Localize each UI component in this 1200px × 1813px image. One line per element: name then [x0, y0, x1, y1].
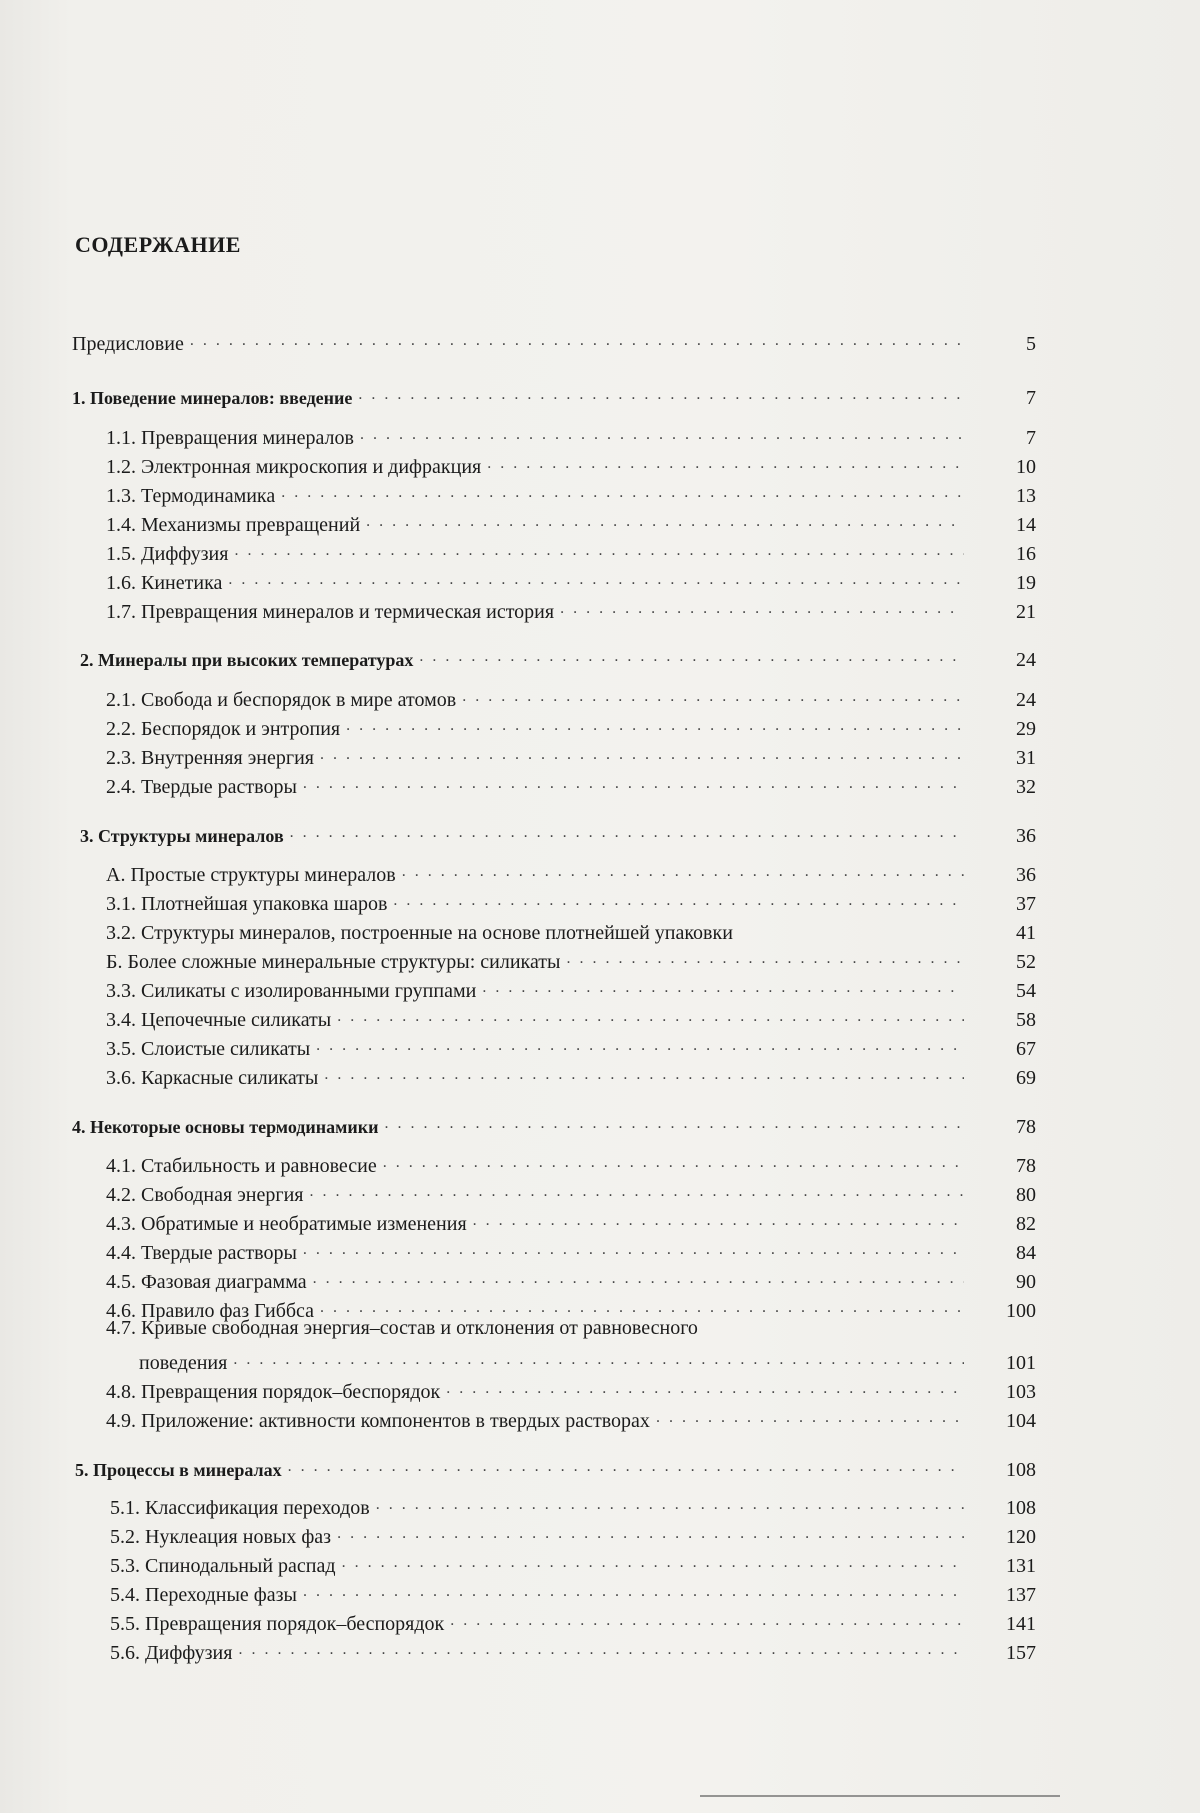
toc-page-number: 84	[986, 1241, 1036, 1265]
toc-section-1-7[interactable]	[106, 594, 972, 624]
toc-page-number: 58	[986, 1008, 1036, 1032]
toc-entry-title: 5.4. Переходные фазы	[110, 1583, 297, 1607]
dot-leader: ...........................................	[402, 860, 964, 884]
dot-leader: ..................................................	[316, 1034, 964, 1058]
dot-leader: .............................................	[376, 1493, 964, 1517]
toc-page-number: 104	[986, 1409, 1036, 1433]
toc-section-1-3[interactable]	[106, 478, 972, 508]
toc-entry-title: 5.6. Диффузия	[110, 1641, 232, 1665]
toc-page-number: 19	[986, 571, 1036, 595]
toc-page-number: 103	[986, 1380, 1036, 1404]
page-title: СОДЕРЖАНИЕ	[75, 232, 241, 258]
toc-page-number: 14	[986, 513, 1036, 537]
toc-page-number: 120	[986, 1525, 1036, 1549]
toc-section-3-2[interactable]	[106, 915, 972, 945]
toc-section-4-7-continuation[interactable]	[139, 1345, 972, 1375]
toc-entry-title: 5.2. Нуклеация новых фаз	[110, 1525, 331, 1549]
dot-leader: ...........................................................	[190, 329, 964, 353]
toc-entry-title: поведения	[139, 1351, 227, 1375]
toc-entry-preface[interactable]	[72, 326, 972, 356]
toc-page-number: 36	[986, 863, 1036, 887]
toc-page-number: 29	[986, 717, 1036, 741]
toc-entry-title: 3.4. Цепочечные силикаты	[106, 1008, 331, 1032]
toc-section-3-3[interactable]	[106, 973, 972, 1003]
toc-entry-title: 5. Процессы в минералах	[75, 1458, 282, 1482]
toc-page-number: 24	[986, 688, 1036, 712]
dot-leader: .......................................................	[238, 1638, 964, 1662]
toc-chapter-3[interactable]	[80, 818, 972, 848]
toc-entry-title: 1.4. Механизмы превращений	[106, 513, 360, 537]
toc-entry-title: 2.2. Беспорядок и энтропия	[106, 717, 340, 741]
toc-page-number: 101	[986, 1351, 1036, 1375]
toc-entry-title: 4. Некоторые основы термодинамики	[72, 1115, 379, 1139]
toc-entry-title: А. Простые структуры минералов	[106, 863, 396, 887]
toc-entry-title: 2.1. Свобода и беспорядок в мире атомов	[106, 688, 456, 712]
toc-section-4-5[interactable]	[106, 1264, 972, 1294]
toc-section-3-4[interactable]	[106, 1002, 972, 1032]
dot-leader: .......................................	[450, 1609, 964, 1633]
toc-section-5-6[interactable]	[110, 1635, 972, 1665]
toc-entry-title: 1.3. Термодинамика	[106, 484, 275, 508]
toc-section-2-4[interactable]	[106, 769, 972, 799]
toc-entry-title: 5.5. Превращения порядок–беспорядок	[110, 1612, 444, 1636]
toc-page-number: 21	[986, 600, 1036, 624]
dot-leader: ..................................................	[303, 1580, 964, 1604]
toc-entry-title: 4.1. Стабильность и равновесие	[106, 1154, 377, 1178]
toc-page-number: 36	[986, 824, 1036, 848]
toc-section-4-8[interactable]	[106, 1374, 972, 1404]
toc-page-number: 24	[986, 648, 1036, 672]
toc-entry-title: 3. Структуры минералов	[80, 824, 284, 848]
toc-page-number: 7	[986, 386, 1036, 410]
toc-page-number: 82	[986, 1212, 1036, 1236]
dot-leader: ..................................................	[309, 1180, 964, 1204]
toc-entry-title: 1.5. Диффузия	[106, 542, 228, 566]
toc-entry-title: 2.4. Твердые растворы	[106, 775, 297, 799]
toc-section-2-3[interactable]	[106, 740, 972, 770]
dot-leader: .......................................	[482, 976, 964, 1000]
toc-page-number: 37	[986, 892, 1036, 916]
dot-leader: ...................................................	[290, 821, 964, 845]
toc-section-5-4[interactable]	[110, 1577, 972, 1607]
dot-leader: ..................................................	[313, 1267, 964, 1291]
toc-page-number: 69	[986, 1066, 1036, 1090]
dot-leader: .........................................	[419, 645, 964, 669]
toc-entry-title: 1.1. Превращения минералов	[106, 426, 354, 450]
toc-section-4-1[interactable]	[106, 1148, 972, 1178]
toc-section-3-6[interactable]	[106, 1060, 972, 1090]
toc-section-4-2[interactable]	[106, 1177, 972, 1207]
toc-entry-title: 5.3. Спинодальный распад	[110, 1554, 336, 1578]
toc-entry-title: 4.3. Обратимые и необратимые изменения	[106, 1212, 467, 1236]
toc-section-5-2[interactable]	[110, 1519, 972, 1549]
toc-chapter-4[interactable]	[72, 1109, 972, 1139]
dot-leader: ..........................................................	[234, 539, 964, 563]
toc-entry-title: 4.8. Превращения порядок–беспорядок	[106, 1380, 440, 1404]
toc-page-number: 131	[986, 1554, 1036, 1578]
toc-page-number: 32	[986, 775, 1036, 799]
toc-section-1-1[interactable]	[106, 420, 972, 450]
toc-page-number: 41	[986, 921, 1036, 945]
dot-leader: .......................................	[487, 452, 964, 476]
toc-page-number: 13	[986, 484, 1036, 508]
toc-chapter-2[interactable]	[80, 642, 972, 672]
toc-section-4-3[interactable]	[106, 1206, 972, 1236]
dot-leader: ................................................	[342, 1551, 964, 1575]
dot-leader: .................................................	[320, 743, 964, 767]
toc-section-5-1[interactable]	[110, 1490, 972, 1520]
toc-page-number: 7	[986, 426, 1036, 450]
toc-page-number: 10	[986, 455, 1036, 479]
toc-entry-title: 3.3. Силикаты с изолированными группами	[106, 979, 476, 1003]
toc-page-number: 137	[986, 1583, 1036, 1607]
toc-entry-title: Предисловие	[72, 332, 184, 356]
toc-page-number: 90	[986, 1270, 1036, 1294]
dot-leader: ................................................	[337, 1005, 964, 1029]
toc-chapter-1[interactable]	[72, 380, 972, 410]
dot-leader: ....................................................	[288, 1455, 964, 1479]
dot-leader: ..............................................	[358, 383, 964, 407]
toc-page-number: 78	[986, 1154, 1036, 1178]
toc-entry-title: 1.7. Превращения минералов и термическая история	[106, 600, 554, 624]
toc-page-number: 100	[986, 1299, 1036, 1323]
toc-entry-title: 2.3. Внутренняя энергия	[106, 746, 314, 770]
toc-part-a[interactable]	[106, 857, 972, 887]
toc-page-number: 52	[986, 950, 1036, 974]
toc-entry-title: 4.9. Приложение: активности компонентов в твердых растворах	[106, 1409, 650, 1433]
toc-entry-title: 1.6. Кинетика	[106, 571, 222, 595]
dot-leader: ...............................	[560, 597, 964, 621]
dot-leader: .......................................	[473, 1209, 964, 1233]
dot-leader: ................................................	[337, 1522, 964, 1546]
dot-leader: ..............................	[566, 947, 964, 971]
toc-page-number: 78	[986, 1115, 1036, 1139]
dot-leader: ..........................................................	[228, 568, 964, 592]
dot-leader: ..............................................	[366, 510, 964, 534]
toc-chapter-5[interactable]	[75, 1452, 972, 1482]
dot-leader: ..................................................	[303, 772, 964, 796]
toc-entry-title: 3.2. Структуры минералов, построенные на основе плотнейшей упаковки	[106, 921, 733, 945]
dot-leader: .................................................	[320, 1296, 964, 1320]
toc-entry-title: 4.2. Свободная энергия	[106, 1183, 303, 1207]
toc-section-4-4[interactable]	[106, 1235, 972, 1265]
page-bottom-rule	[700, 1795, 1060, 1797]
toc-section-2-1[interactable]	[106, 682, 972, 712]
dot-leader: ............................................	[383, 1151, 964, 1175]
toc-entry-title: 4.5. Фазовая диаграмма	[106, 1270, 307, 1294]
book-page	[0, 0, 1200, 1813]
toc-entry-title: 3.6. Каркасные силикаты	[106, 1066, 318, 1090]
toc-section-3-1[interactable]	[106, 886, 972, 916]
toc-section-3-5[interactable]	[106, 1031, 972, 1061]
dot-leader: ........................	[656, 1406, 964, 1430]
toc-entry-title: 2. Минералы при высоких температурах	[80, 648, 413, 672]
toc-page-number: 157	[986, 1641, 1036, 1665]
dot-leader: ..............................................	[360, 423, 964, 447]
toc-part-b[interactable]	[106, 944, 972, 974]
dot-leader: ................................................	[346, 714, 964, 738]
toc-entry-title: 3.5. Слоистые силикаты	[106, 1037, 310, 1061]
toc-section-4-7[interactable]: 4.7. Кривые свободная энергия–состав и отклонения от равновесного	[106, 1316, 698, 1340]
dot-leader: .................................................	[324, 1063, 964, 1087]
toc-section-5-3[interactable]	[110, 1548, 972, 1578]
toc-page-number: 31	[986, 746, 1036, 770]
toc-section-1-4[interactable]	[106, 507, 972, 537]
toc-section-2-2[interactable]	[106, 711, 972, 741]
toc-section-4-9[interactable]	[106, 1403, 972, 1433]
toc-page-number: 67	[986, 1037, 1036, 1061]
dot-leader: ..................................................	[303, 1238, 964, 1262]
toc-section-5-5[interactable]	[110, 1606, 972, 1636]
toc-entry-title: 3.1. Плотнейшая упаковка шаров	[106, 892, 387, 916]
toc-page-number: 5	[986, 332, 1036, 356]
toc-page-number: 108	[986, 1496, 1036, 1520]
dot-leader: .......................................	[462, 685, 964, 709]
toc-entry-title: 4.4. Твердые растворы	[106, 1241, 297, 1265]
toc-entry-title: Б. Более сложные минеральные структуры: силикаты	[106, 950, 560, 974]
toc-page-number: 54	[986, 979, 1036, 1003]
dot-leader: ...........................................	[393, 889, 964, 913]
toc-section-1-6[interactable]	[106, 565, 972, 595]
toc-entry-title: 4.6. Правило фаз Гиббса	[106, 1299, 314, 1323]
dot-leader: .......................................	[446, 1377, 964, 1401]
toc-page-number: 80	[986, 1183, 1036, 1207]
toc-entry-title: 5.1. Классификация переходов	[110, 1496, 370, 1520]
dot-leader: ..........................................................	[233, 1348, 964, 1372]
dot-leader: .....................................................	[281, 481, 964, 505]
toc-page-number: 141	[986, 1612, 1036, 1636]
toc-page-number: 108	[986, 1458, 1036, 1482]
toc-section-1-5[interactable]	[106, 536, 972, 566]
toc-section-1-2[interactable]	[106, 449, 972, 479]
toc-page-number: 16	[986, 542, 1036, 566]
toc-entry-title: 1.2. Электронная микроскопия и дифракция	[106, 455, 481, 479]
toc-entry-title: 1. Поведение минералов: введение	[72, 386, 352, 410]
dot-leader: ............................................	[385, 1112, 964, 1136]
